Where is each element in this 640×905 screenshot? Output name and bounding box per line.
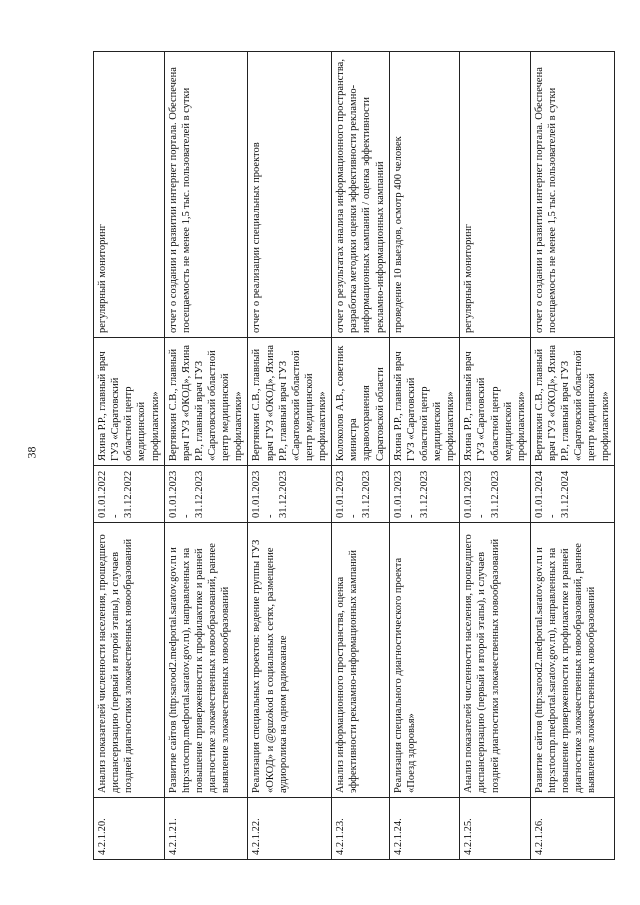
responsible-cell: Вертянкин С.В., главный врач ГУЗ «ОКОД», Яхина Р.Р., главный врач ГУЗ «Саратовский областной центр медицинской профилактики» (248, 338, 332, 466)
activity-cell: Реализация специального диагностического проекта «Поезд здоровья» (389, 523, 460, 798)
responsible-cell: Яхина Р.Р., главный врач ГУЗ «Саратовский областной центр медицинской профилактики» (389, 338, 460, 466)
table-row (94, 52, 165, 860)
result-cell: проведение 10 выездов, осмотр 400 человек (389, 52, 460, 338)
row-number: 4.2.1.23. (332, 798, 390, 860)
row-number: 4.2.1.26. (530, 798, 614, 860)
row-number: 4.2.1.25. (460, 798, 531, 860)
responsible-cell: Вертянкин С.В., главный врач ГУЗ «ОКОД», Яхина Р.Р., главный врач ГУЗ «Саратовский областной центр медицинской профилактики» (164, 338, 248, 466)
activity-cell: Анализ показателей численности населения, прошедшего диспансеризацию (первый и второй этапы), и случаев поздней диагностики злокачественных новообразований (94, 523, 165, 798)
table-row (332, 52, 390, 860)
activity-cell: Реализация специальных проектов: ведение группы ГУЗ «ОКОД» и @guzokod в социальных сетях, размещение аудиоролика на одном радиоканале (248, 523, 332, 798)
result-cell: отчет о реализации специальных проектов (248, 52, 332, 338)
activity-cell: Развитие сайтов (http:sarood2.medportal.saratov.gov.ru и http:srtocmp.medportal.saratov.gov.ru), направленных на повышение приверженности к профилактике и ранней диагностике злокачественных новообразований, раннее выявление злокачественных новообразований (530, 523, 614, 798)
activity-cell: Анализ показателей численности населения, прошедшего диспансеризацию (первый и второй этапы), и случаев поздней диагностики злокачественных новообразований (460, 523, 531, 798)
table-row (460, 52, 531, 860)
document-table-frame (93, 52, 611, 860)
page-number-text: 38 (24, 446, 39, 459)
dates-cell: 01.01.2023- 31.12.2023 (460, 466, 531, 523)
table-row (248, 52, 332, 860)
row-number: 4.2.1.20. (94, 798, 165, 860)
table-row (389, 52, 460, 860)
dates-cell: 01.01.2023- 31.12.2023 (164, 466, 248, 523)
dates-cell: 01.01.2023- 31.12.2023 (389, 466, 460, 523)
activity-cell: Развитие сайтов (http:sarood2.medportal.saratov.gov.ru и http:srtocmp.medportal.saratov.gov.ru), направленных на повышение приверженности к профилактике и ранней диагностике злокачественных новообразований, раннее выявление злокачественных новообразований (164, 523, 248, 798)
page-number (22, 0, 42, 905)
table-row (164, 52, 248, 860)
activity-cell: Анализ информационного пространства, оценка эффективности рекламно-информационных кампаний (332, 523, 390, 798)
dates-cell: 01.01.2022- 31.12.2022 (94, 466, 165, 523)
row-number: 4.2.1.21. (164, 798, 248, 860)
result-cell: регулярный мониторинг (94, 52, 165, 338)
responsible-cell: Яхина Р.Р., главный врач ГУЗ «Саратовский областной центр медицинской профилактики» (460, 338, 531, 466)
result-cell: отчет о создании и развитии интернет портала. Обеспечена посещаемость не менее 1,5 тыс. пользователей в сутки (530, 52, 614, 338)
dates-cell: 01.01.2023- 31.12.2023 (248, 466, 332, 523)
result-cell: отчет о создании и развитии интернет портала. Обеспечена посещаемость не менее 1,5 тыс. пользователей в сутки (164, 52, 248, 338)
responsible-cell: Колоколов А.В., советник министра здравоохранения Саратовской области (332, 338, 390, 466)
plan-table (93, 51, 615, 860)
table-row (530, 52, 614, 860)
result-cell: отчет о результатах анализа информационного пространства, разработка методики оценки эффективности рекламно-информационных кампаний / оценка эффективности рекламно-информационных кампаний (332, 52, 390, 338)
responsible-cell: Яхина Р.Р., главный врач ГУЗ «Саратовский областной центр медицинской профилактики» (94, 338, 165, 466)
row-number: 4.2.1.22. (248, 798, 332, 860)
result-cell: регулярный мониторинг (460, 52, 531, 338)
dates-cell: 01.01.2023- 31.12.2023 (332, 466, 390, 523)
dates-cell: 01.01.2024- 31.12.2024 (530, 466, 614, 523)
row-number: 4.2.1.24. (389, 798, 460, 860)
responsible-cell: Вертянкин С.В., главный врач ГУЗ «ОКОД», Яхина Р.Р., главный врач ГУЗ «Саратовский областной центр медицинской профилактики» (530, 338, 614, 466)
rotated-table-container (93, 52, 611, 860)
